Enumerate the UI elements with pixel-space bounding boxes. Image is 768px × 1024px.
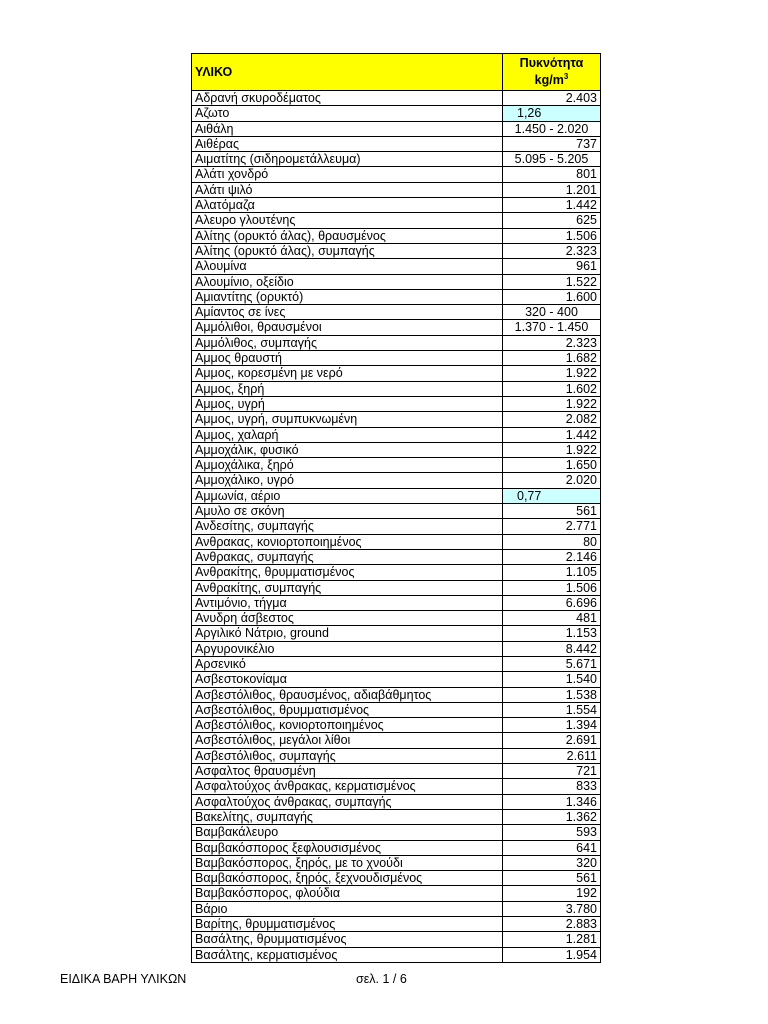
table-row xyxy=(192,748,601,763)
table-row xyxy=(192,396,601,411)
table-row xyxy=(192,672,601,687)
density-cell: 1.153 xyxy=(503,626,601,641)
density-cell: 1.442 xyxy=(503,198,601,213)
material-cell: Ανθρακίτης, συμπαγής xyxy=(192,580,503,595)
table-row xyxy=(192,825,601,840)
density-cell: 1,26 xyxy=(503,106,601,121)
material-cell: Αμιαντίτης (ορυκτό) xyxy=(192,289,503,304)
density-cell: 721 xyxy=(503,764,601,779)
material-cell: Αμμόλιθος, συμπαγής xyxy=(192,335,503,350)
table-row xyxy=(192,779,601,794)
density-cell: 1.922 xyxy=(503,366,601,381)
material-cell: Ανθρακίτης, θρυμματισμένος xyxy=(192,565,503,580)
density-cell: 8.442 xyxy=(503,641,601,656)
density-cell: 1.682 xyxy=(503,351,601,366)
density-cell: 1.450 - 2.020 xyxy=(503,121,601,136)
table-row xyxy=(192,412,601,427)
material-cell: Ανδεσίτης, συμπαγής xyxy=(192,519,503,534)
density-cell: 1.105 xyxy=(503,565,601,580)
table-row xyxy=(192,840,601,855)
material-cell: Αμμος, ξηρή xyxy=(192,381,503,396)
table-row xyxy=(192,917,601,932)
table-row xyxy=(192,702,601,717)
table-row xyxy=(192,335,601,350)
material-cell: Ανυδρη άσβεστος xyxy=(192,611,503,626)
density-cell: 2.146 xyxy=(503,549,601,564)
header-density-unit-exponent: 3 xyxy=(563,72,569,82)
density-cell: 2.403 xyxy=(503,91,601,106)
material-cell: Ασφαλτούχος άνθρακας, συμπαγής xyxy=(192,794,503,809)
table-row xyxy=(192,656,601,671)
material-cell: Αλίτης (ορυκτό άλας), θραυσμένος xyxy=(192,228,503,243)
header-density-label: Πυκνότητα xyxy=(519,56,584,71)
material-cell: Βαμβακόσπορος, ξηρός, ξεχνουδισμένος xyxy=(192,871,503,886)
material-cell: Ασβεστόλιθος, κονιορτοποιημένος xyxy=(192,718,503,733)
table-header-row xyxy=(192,54,601,91)
table-row xyxy=(192,274,601,289)
density-cell: 1.506 xyxy=(503,580,601,595)
density-cell: 1.201 xyxy=(503,182,601,197)
table-row xyxy=(192,932,601,947)
density-cell: 1.922 xyxy=(503,442,601,457)
density-cell: 2.323 xyxy=(503,243,601,258)
material-cell: Ανθρακας, κονιορτοποιημένος xyxy=(192,534,503,549)
table-row xyxy=(192,106,601,121)
density-cell: 481 xyxy=(503,611,601,626)
density-cell: 641 xyxy=(503,840,601,855)
density-cell: 2.020 xyxy=(503,473,601,488)
density-cell: 561 xyxy=(503,504,601,519)
header-density xyxy=(503,54,601,91)
density-cell: 2.611 xyxy=(503,748,601,763)
table-row xyxy=(192,641,601,656)
density-cell: 1.394 xyxy=(503,718,601,733)
table-row xyxy=(192,534,601,549)
density-cell: 1.554 xyxy=(503,702,601,717)
density-cell: 192 xyxy=(503,886,601,901)
table-row xyxy=(192,855,601,870)
density-cell: 2.082 xyxy=(503,412,601,427)
table-row xyxy=(192,136,601,151)
table-row xyxy=(192,320,601,335)
material-cell: Αμμος θραυστή xyxy=(192,351,503,366)
material-cell: Βάριο xyxy=(192,901,503,916)
material-cell: Αρσενικό xyxy=(192,656,503,671)
material-cell: Αλουμίνιο, οξείδιο xyxy=(192,274,503,289)
material-cell: Αλάτι χονδρό xyxy=(192,167,503,182)
material-cell: Βακελίτης, συμπαγής xyxy=(192,809,503,824)
material-cell: Αμμοχάλικο, υγρό xyxy=(192,473,503,488)
header-material: ΥΛΙΚΟ xyxy=(192,54,503,91)
table-row xyxy=(192,228,601,243)
table-row xyxy=(192,519,601,534)
table-row xyxy=(192,764,601,779)
density-cell: 801 xyxy=(503,167,601,182)
footer-title: ΕΙΔΙΚΑ ΒΑΡΗ ΥΛΙΚΩΝ xyxy=(60,972,187,986)
material-cell: Αιθάλη xyxy=(192,121,503,136)
table-row xyxy=(192,152,601,167)
table-row xyxy=(192,611,601,626)
material-cell: Αμμος, κορεσμένη με νερό xyxy=(192,366,503,381)
table-row xyxy=(192,718,601,733)
table-row xyxy=(192,504,601,519)
table-row xyxy=(192,213,601,228)
density-cell: 320 - 400 xyxy=(503,305,601,320)
table-row xyxy=(192,427,601,442)
material-cell: Αδρανή σκυροδέματος xyxy=(192,91,503,106)
table-row xyxy=(192,595,601,610)
table-row xyxy=(192,473,601,488)
density-cell: 2.771 xyxy=(503,519,601,534)
material-cell: Ασβεστόλιθος, θραυσμένος, αδιαβάθμητος xyxy=(192,687,503,702)
material-cell: Βασάλτης, θρυμματισμένος xyxy=(192,932,503,947)
table-row xyxy=(192,198,601,213)
density-cell: 2.883 xyxy=(503,917,601,932)
density-cell: 1.506 xyxy=(503,228,601,243)
table-row xyxy=(192,289,601,304)
density-cell: 1.602 xyxy=(503,381,601,396)
material-cell: Αμμωνία, αέριο xyxy=(192,488,503,503)
density-cell: 320 xyxy=(503,855,601,870)
material-cell: Αζωτο xyxy=(192,106,503,121)
density-cell: 3.780 xyxy=(503,901,601,916)
material-cell: Αμυλο σε σκόνη xyxy=(192,504,503,519)
material-cell: Αμμος, υγρή, συμπυκνωμένη xyxy=(192,412,503,427)
density-cell: 1.922 xyxy=(503,396,601,411)
material-cell: Βαμβακόσπορος, φλούδια xyxy=(192,886,503,901)
density-cell: 1.538 xyxy=(503,687,601,702)
table-row xyxy=(192,871,601,886)
density-cell: 1.370 - 1.450 xyxy=(503,320,601,335)
density-cell: 833 xyxy=(503,779,601,794)
material-cell: Αλατόμαζα xyxy=(192,198,503,213)
table-row xyxy=(192,488,601,503)
table-row xyxy=(192,901,601,916)
material-cell: Αμμος, χαλαρή xyxy=(192,427,503,442)
material-cell: Αργυρονικέλιο xyxy=(192,641,503,656)
table-row xyxy=(192,809,601,824)
table-row xyxy=(192,351,601,366)
table-row xyxy=(192,549,601,564)
density-cell: 593 xyxy=(503,825,601,840)
material-cell: Αμίαντος σε ίνες xyxy=(192,305,503,320)
table-row xyxy=(192,91,601,106)
density-cell: 1.281 xyxy=(503,932,601,947)
table-body xyxy=(192,91,601,963)
material-cell: Αντιμόνιο, τήγμα xyxy=(192,595,503,610)
material-cell: Βασάλτης, κερματισμένος xyxy=(192,947,503,962)
material-cell: Αλίτης (ορυκτό άλας), συμπαγής xyxy=(192,243,503,258)
material-cell: Ασβεστοκονίαμα xyxy=(192,672,503,687)
table-row xyxy=(192,366,601,381)
material-cell: Αλάτι ψιλό xyxy=(192,182,503,197)
material-cell: Βαμβακόσπορος ξεφλουσισμένος xyxy=(192,840,503,855)
density-cell: 5.095 - 5.205 xyxy=(503,152,601,167)
material-cell: Αργιλικό Νάτριο, ground xyxy=(192,626,503,641)
density-cell: 1.650 xyxy=(503,458,601,473)
density-cell: 1.522 xyxy=(503,274,601,289)
density-cell: 1.954 xyxy=(503,947,601,962)
density-cell: 6.696 xyxy=(503,595,601,610)
density-cell: 1.362 xyxy=(503,809,601,824)
table-row xyxy=(192,442,601,457)
density-cell: 5.671 xyxy=(503,656,601,671)
table-row xyxy=(192,733,601,748)
table-row xyxy=(192,167,601,182)
table-row xyxy=(192,947,601,962)
density-cell: 2.323 xyxy=(503,335,601,350)
material-cell: Ασβεστόλιθος, συμπαγής xyxy=(192,748,503,763)
material-cell: Ασβεστόλιθος, θρυμματισμένος xyxy=(192,702,503,717)
material-cell: Βαμβακάλευρο xyxy=(192,825,503,840)
material-cell: Ασφαλτος θραυσμένη xyxy=(192,764,503,779)
density-cell: 80 xyxy=(503,534,601,549)
table-row xyxy=(192,626,601,641)
density-cell: 2.691 xyxy=(503,733,601,748)
material-cell: Αλουμίνα xyxy=(192,259,503,274)
density-cell: 0,77 xyxy=(503,488,601,503)
density-table xyxy=(191,53,601,963)
density-cell: 737 xyxy=(503,136,601,151)
table-row xyxy=(192,182,601,197)
material-cell: Ασβεστόλιθος, μεγάλοι λίθοι xyxy=(192,733,503,748)
table-row xyxy=(192,305,601,320)
density-cell: 1.600 xyxy=(503,289,601,304)
material-cell: Ασφαλτούχος άνθρακας, κερματισμένος xyxy=(192,779,503,794)
table-row xyxy=(192,458,601,473)
table-row xyxy=(192,794,601,809)
density-cell: 1.540 xyxy=(503,672,601,687)
material-cell: Αμμοχάλικα, ξηρό xyxy=(192,458,503,473)
header-density-unit: kg/m xyxy=(534,73,564,88)
density-cell: 1.346 xyxy=(503,794,601,809)
table-row xyxy=(192,243,601,258)
density-cell: 961 xyxy=(503,259,601,274)
material-cell: Αμμοχάλικ, φυσικό xyxy=(192,442,503,457)
material-cell: Αιθέρας xyxy=(192,136,503,151)
table-row xyxy=(192,886,601,901)
material-cell: Αμμόλιθοι, θραυσμένοι xyxy=(192,320,503,335)
material-cell: Βαμβακόσπορος, ξηρός, με το χνούδι xyxy=(192,855,503,870)
density-cell: 1.442 xyxy=(503,427,601,442)
table-row xyxy=(192,259,601,274)
material-cell: Αμμος, υγρή xyxy=(192,396,503,411)
table-row xyxy=(192,687,601,702)
density-cell: 625 xyxy=(503,213,601,228)
material-cell: Αιματίτης (σιδηρομετάλλευμα) xyxy=(192,152,503,167)
footer-page-number: σελ. 1 / 6 xyxy=(356,972,407,986)
material-cell: Βαρίτης, θρυμματισμένος xyxy=(192,917,503,932)
table-row xyxy=(192,381,601,396)
material-cell: Ανθρακας, συμπαγής xyxy=(192,549,503,564)
density-cell: 561 xyxy=(503,871,601,886)
table-row xyxy=(192,580,601,595)
material-cell: Αλευρο γλουτένης xyxy=(192,213,503,228)
table-row xyxy=(192,121,601,136)
table-row xyxy=(192,565,601,580)
